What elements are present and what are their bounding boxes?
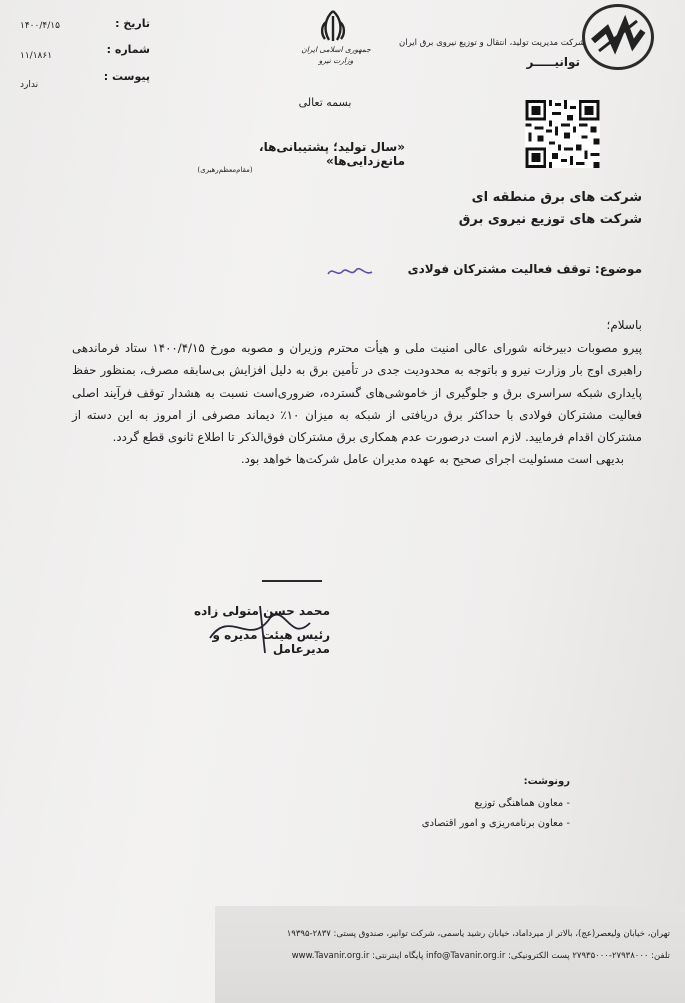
signatory-name: محمد حسن متولی زاده [193, 604, 330, 618]
footer-website-link[interactable]: www.Tavanir.org.ir [291, 951, 370, 961]
emblem-caption-line-1: جمهوری اسلامی ایران [301, 45, 371, 54]
greeting: باسلام؛ [606, 318, 642, 332]
footer-email-link[interactable]: info@Tavanir.org.ir [426, 951, 506, 961]
date-value: ۱۴۰۰/۴/۱۵ [20, 21, 60, 31]
footer-phone: تلفن: ۲۷۹۳۸۰۰۰-۲۷۹۳۵۰۰۰ [572, 951, 670, 961]
basmala: بسمه تعالی [298, 96, 352, 109]
date-label: تاریخ : [115, 17, 150, 30]
signature-rule [262, 580, 322, 582]
cc-item: - معاون هماهنگی توزیع [474, 798, 570, 809]
body-paragraph: پیرو مصوبات دبیرخانه شورای عالی امنیت ملی و هیأت محترم وزیران و مصوبه مورخ ۱۴۰۰/۴/۱۵ ستاد فرماندهی راهبری اوج بار وزارت نیرو و باتوجه به محدودیت جدی در تأمین برق به دلیل افزایش بی‌سابقه مصرف، بمنظور حفظ پایداری شبکه سراسری برق و جلوگیری از خاموشی‌های گسترده، ضروری‌است نسبت به هشدار توقف فرآیند اصلی فعالیت مشترکان فولادی با حداکثر برق دریافتی از شبکه به میزان ۱۰٪ دیماند مصرفی از امروز به این دسته از مشترکان اقدام فرمایید. لازم است درصورت عدم همکاری برق مشترکان فوق‌الذکر تا اطلاع ثانوی قطع گردد. [72, 341, 642, 445]
company-subtitle: شرکت مدیریت تولید، انتقال و توزیع نیروی برق ایران [399, 38, 585, 48]
cc-item: - معاون برنامه‌ریزی و امور اقتصادی [421, 818, 570, 829]
number-label: شماره : [106, 43, 150, 56]
slogan: «سال تولید؛ پشتیبانی‌ها، مانع‌زدایی‌ها» [259, 140, 405, 168]
attachment-value: ندارد [20, 80, 39, 90]
footer-address: تهران، خیابان ولیعصر(عج)، بالاتر از میرداماد، خیابان رشید یاسمی، شرکت توانیر، صندوق پستی: ۲۸۳۷-۱۹۳۹۵ [286, 929, 670, 939]
emblem-caption [296, 44, 376, 66]
recipient-regional: شرکت های برق منطقه ای [471, 190, 642, 205]
qr-code [525, 100, 600, 168]
body-paragraph-closing: بدیهی است مسئولیت اجرای صحیح به عهده مدیران عامل شرکت‌ها خواهد بود. [240, 452, 624, 467]
company-name: توانیـــــر [526, 55, 580, 69]
cc-label: رونوشت: [523, 776, 570, 787]
footer-contacts [230, 951, 670, 961]
emblem-caption-line-2: وزارت نیرو [318, 56, 354, 65]
iran-emblem-icon [313, 8, 353, 44]
subject-line: موضوع: توقف فعالیت مشترکان فولادی [407, 262, 642, 276]
handwritten-annotation [325, 262, 375, 282]
slogan-attribution: (مقام‌معظم‌رهبری) [197, 166, 253, 174]
recipient-distribution: شرکت های توزیع نیروی برق [458, 212, 642, 227]
number-value: ۱۱/۱۸۶۱ [20, 51, 53, 61]
footer-email-label: پست الکترونیکی: [508, 951, 570, 961]
tavanir-logo-icon [582, 4, 654, 70]
signatory-title: رئیس هیئت مدیره و مدیرعامل [212, 628, 330, 656]
letter-body [72, 337, 642, 471]
attachment-label: پیوست : [103, 70, 150, 83]
footer-website-label: پایگاه اینترنتی: [372, 951, 424, 961]
